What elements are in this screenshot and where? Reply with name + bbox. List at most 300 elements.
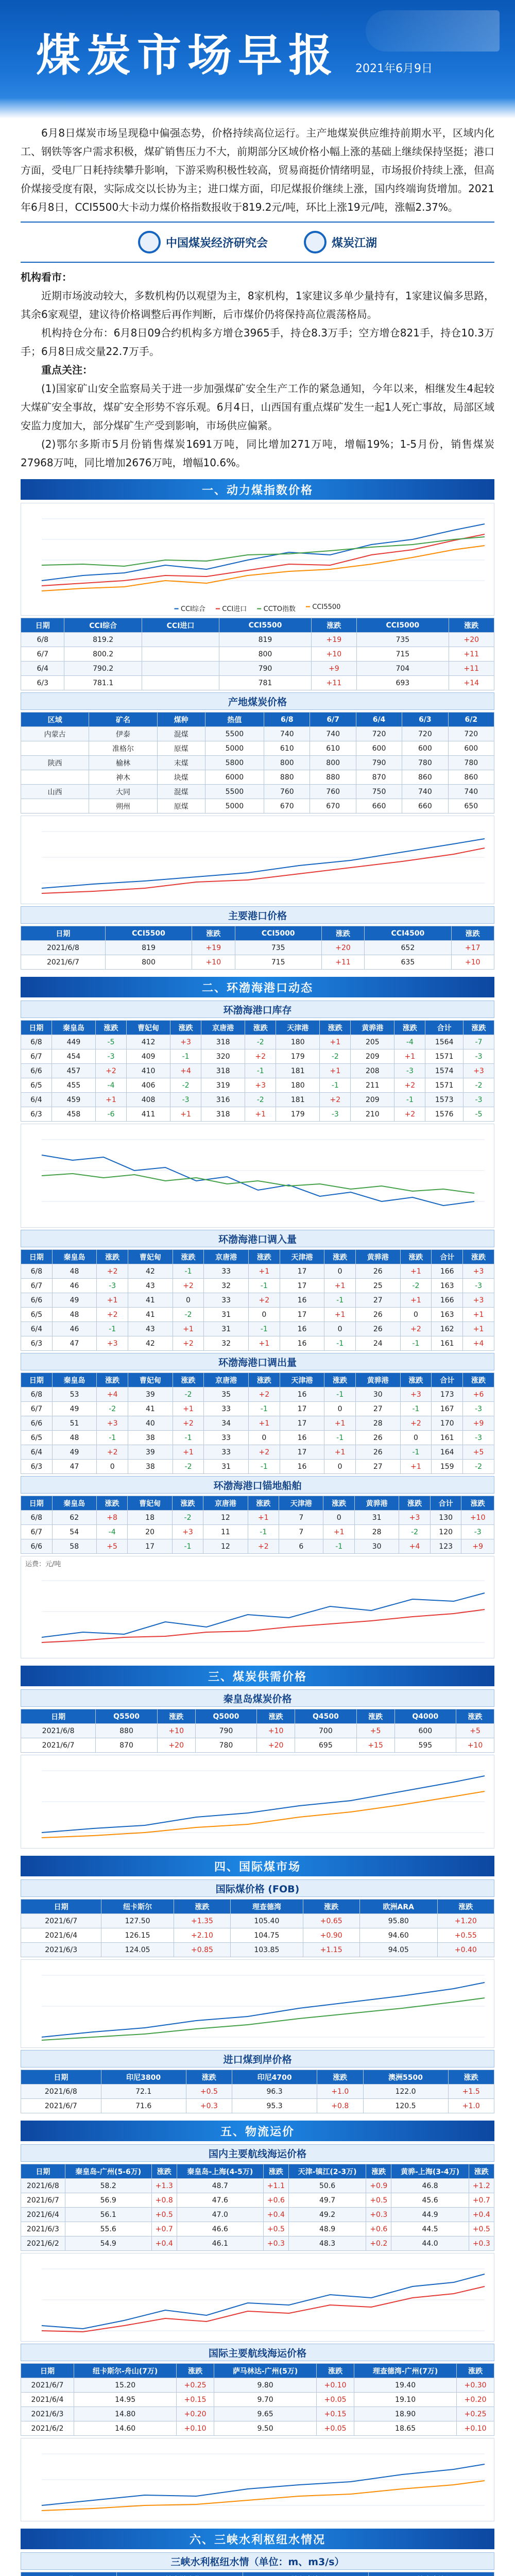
table-cell: +0.65 bbox=[303, 1914, 359, 1928]
table-cell: 51 bbox=[52, 1416, 97, 1431]
table-cell: +10 bbox=[456, 1738, 494, 1753]
table-cell: 17 bbox=[280, 1416, 324, 1431]
column-header: Q5500 bbox=[96, 1709, 158, 1724]
column-header: 秦皇岛 bbox=[52, 1496, 96, 1511]
table-row bbox=[21, 1402, 494, 1416]
column-header: CCI5000 bbox=[235, 926, 321, 941]
column-header: 涨跌 bbox=[311, 618, 356, 633]
section-index-price: 一、动力煤指数价格 bbox=[21, 479, 494, 500]
table-cell: 2021/6/4 bbox=[21, 1928, 101, 1943]
table-cell: 24 bbox=[356, 1336, 401, 1351]
table-cell: -2 bbox=[245, 1093, 276, 1107]
table-row bbox=[21, 1322, 494, 1336]
table-row bbox=[21, 633, 494, 647]
table-cell: -1 bbox=[172, 1539, 203, 1554]
column-header: 日期 bbox=[21, 2364, 74, 2378]
table-cell: 49.7 bbox=[289, 2193, 366, 2208]
table-cell: 210 bbox=[351, 1107, 394, 1122]
section-intl-cif: 进口煤到岸价格 bbox=[21, 2050, 494, 2067]
table-cell: 48.3 bbox=[289, 2236, 366, 2251]
table-cell: 原煤 bbox=[157, 799, 205, 814]
column-header: 京唐港 bbox=[203, 1496, 248, 1511]
column-header: 涨跌 bbox=[448, 2070, 494, 2084]
column-header: 澳洲5500 bbox=[363, 2070, 448, 2084]
domestic-freight-table bbox=[21, 2164, 494, 2251]
table-cell: +10 bbox=[461, 1511, 494, 1525]
table-header-row bbox=[21, 713, 494, 727]
table-cell: 409 bbox=[126, 1049, 170, 1064]
table-cell: 山西 bbox=[21, 785, 89, 799]
table-cell: +2 bbox=[97, 1445, 128, 1460]
table-row bbox=[21, 1279, 494, 1293]
table-cell: 1574 bbox=[425, 1064, 464, 1078]
table-cell: +0.3 bbox=[469, 2236, 494, 2251]
table-cell: 211 bbox=[351, 1078, 394, 1093]
table-cell: 33 bbox=[204, 1431, 249, 1445]
table-cell: 6 bbox=[279, 1539, 323, 1554]
table-cell: -2 bbox=[464, 1078, 494, 1093]
column-header: 日期 bbox=[21, 1709, 96, 1724]
section-three-gorges: 六、三峡水利枢纽水情况 bbox=[21, 2529, 494, 2549]
table-cell: 混煤 bbox=[157, 785, 205, 799]
table-cell: 166 bbox=[432, 1293, 463, 1308]
table-cell: 123 bbox=[430, 1539, 461, 1554]
column-header: 黄骅-上海(3-4万) bbox=[391, 2164, 469, 2179]
column-header: 6/2 bbox=[448, 713, 494, 727]
table-cell: +10 bbox=[311, 647, 356, 662]
table-cell: +1 bbox=[323, 1525, 355, 1539]
table-cell: 7 bbox=[279, 1525, 323, 1539]
table-cell: 33 bbox=[204, 1293, 249, 1308]
table-cell: 95.3 bbox=[232, 2099, 317, 2113]
column-header: 日期 bbox=[21, 2070, 101, 2084]
table-cell: 800 bbox=[310, 756, 356, 770]
table-cell: 163 bbox=[432, 1308, 463, 1322]
column-header: 秦皇岛-广州(5-6万) bbox=[65, 2164, 151, 2179]
table-cell: 伊泰 bbox=[89, 727, 157, 741]
table-cell: -1 bbox=[248, 1279, 280, 1293]
table-cell: 30 bbox=[356, 1387, 401, 1402]
table-cell: +1 bbox=[463, 1308, 494, 1322]
column-header: 秦皇岛 bbox=[52, 1021, 95, 1035]
table-cell: 6/7 bbox=[21, 1279, 53, 1293]
table-cell: 2021/6/7 bbox=[21, 2378, 74, 2393]
column-header: 涨跌 bbox=[177, 2364, 214, 2378]
table-cell: -3 bbox=[461, 1525, 494, 1539]
table-cell: 790 bbox=[195, 1724, 257, 1738]
table-cell: 2021/6/3 bbox=[21, 2407, 74, 2421]
table-cell: +14 bbox=[449, 676, 494, 690]
table-cell: +1 bbox=[97, 1293, 128, 1308]
table-cell: 2021/6/7 bbox=[21, 2099, 101, 2113]
table-cell: +5 bbox=[463, 1445, 494, 1460]
table-cell: 411 bbox=[126, 1107, 170, 1122]
table-cell: 5000 bbox=[205, 741, 264, 756]
table-cell: +2 bbox=[245, 1049, 276, 1064]
column-header: 日期 bbox=[21, 2164, 65, 2179]
table-cell: +0.3 bbox=[263, 2236, 288, 2251]
table-cell: 459 bbox=[52, 1093, 95, 1107]
table-cell: 6/8 bbox=[21, 1387, 53, 1402]
table-cell: +0.20 bbox=[457, 2393, 494, 2407]
table-row bbox=[21, 1738, 494, 1753]
page-title: 煤炭市场早报 bbox=[36, 30, 339, 81]
column-header: 黄骅港 bbox=[351, 1021, 394, 1035]
table-cell: 33 bbox=[204, 1264, 249, 1279]
table-cell: 127.50 bbox=[101, 1914, 174, 1928]
table-cell: +9 bbox=[311, 662, 356, 676]
table-cell: 41 bbox=[128, 1308, 173, 1322]
table-cell: 1573 bbox=[425, 1093, 464, 1107]
table-cell: +2 bbox=[394, 1107, 425, 1122]
table-cell: 6/8 bbox=[21, 1035, 52, 1049]
table-row bbox=[21, 1387, 494, 1402]
table-header-row bbox=[21, 1250, 494, 1264]
column-header: 日期 bbox=[21, 618, 64, 633]
column-header: CCI5500 bbox=[219, 618, 311, 633]
table-cell: 0 bbox=[248, 1431, 280, 1445]
table-cell: 6/7 bbox=[21, 647, 64, 662]
column-header: 纽卡斯尔-舟山(7万) bbox=[74, 2364, 177, 2378]
table-cell: +0.4 bbox=[151, 2236, 177, 2251]
column-header: CCI综合 bbox=[64, 618, 142, 633]
table-cell: 0 bbox=[324, 1402, 356, 1416]
table-cell: 47.6 bbox=[177, 2193, 263, 2208]
table-row bbox=[21, 955, 494, 970]
column-header: 黄骅港 bbox=[356, 1373, 401, 1387]
table-cell: +1 bbox=[173, 1402, 204, 1416]
table-row bbox=[21, 1460, 494, 1474]
table-row bbox=[21, 1336, 494, 1351]
table-cell: 735 bbox=[357, 633, 449, 647]
table-cell: 2021/6/7 bbox=[21, 1738, 96, 1753]
table-cell bbox=[142, 647, 219, 662]
table-cell: 6/4 bbox=[21, 1322, 53, 1336]
table-row bbox=[21, 1049, 494, 1064]
table-cell: 26 bbox=[356, 1445, 401, 1460]
bohai-ship-chart bbox=[21, 1570, 494, 1658]
table-cell: 6/6 bbox=[21, 1416, 53, 1431]
table-cell: 318 bbox=[201, 1035, 245, 1049]
table-header-row bbox=[21, 1900, 494, 1914]
table-cell: +1 bbox=[245, 1107, 276, 1122]
table-cell: 48 bbox=[52, 1308, 97, 1322]
table-cell: -1 bbox=[173, 1431, 204, 1445]
intl-freight-chart bbox=[21, 2438, 494, 2521]
table-row bbox=[21, 2421, 494, 2436]
table-cell: -1 bbox=[248, 1460, 280, 1474]
column-header: 涨跌 bbox=[317, 2364, 354, 2378]
table-cell: +1.1 bbox=[263, 2179, 288, 2193]
table-row bbox=[21, 2236, 494, 2251]
table-cell: -6 bbox=[96, 1107, 127, 1122]
table-cell: -1 bbox=[245, 1064, 276, 1078]
table-cell: +0.40 bbox=[437, 1943, 494, 1957]
table-row bbox=[21, 1914, 494, 1928]
table-cell: 800 bbox=[105, 955, 192, 970]
table-cell: +19 bbox=[311, 633, 356, 647]
table-cell: 神木 bbox=[89, 770, 157, 785]
table-cell: 819 bbox=[105, 941, 192, 955]
table-cell: -3 bbox=[463, 1279, 494, 1293]
section-bohai-ship: 环渤海港口锚地船舶 bbox=[21, 1476, 494, 1494]
report-date: 2021年6月9日 bbox=[355, 62, 433, 75]
table-cell: 17 bbox=[280, 1308, 324, 1322]
chart-intl-fob bbox=[21, 1959, 494, 2048]
table-cell: 410 bbox=[126, 1064, 170, 1078]
table-cell: 781 bbox=[219, 676, 311, 690]
table-cell: -2 bbox=[173, 1460, 204, 1474]
table-row bbox=[21, 1511, 494, 1525]
table-cell: 31 bbox=[204, 1322, 249, 1336]
column-header: 涨跌 bbox=[464, 1021, 494, 1035]
table-cell: 6/7 bbox=[21, 1525, 53, 1539]
table-cell: -1 bbox=[248, 1402, 280, 1416]
table-cell: +0.4 bbox=[469, 2208, 494, 2222]
table-cell: 39 bbox=[128, 1445, 173, 1460]
table-cell: 42 bbox=[128, 1264, 173, 1279]
table-cell: 6000 bbox=[205, 770, 264, 785]
table-row bbox=[21, 2407, 494, 2421]
table-cell: 95.80 bbox=[359, 1914, 437, 1928]
table-cell: 104.75 bbox=[231, 1928, 303, 1943]
table-cell: 6/5 bbox=[21, 1431, 53, 1445]
table-cell: +8 bbox=[96, 1511, 128, 1525]
section-bohai-in: 环渤海港口调入量 bbox=[21, 1230, 494, 1247]
table-cell: 6/8 bbox=[21, 1511, 53, 1525]
table-cell: 9.80 bbox=[214, 2378, 316, 2393]
table-cell: +1.20 bbox=[437, 1914, 494, 1928]
table-cell: -3 bbox=[463, 1431, 494, 1445]
table-cell: 2021/6/7 bbox=[21, 955, 106, 970]
column-header: 涨跌 bbox=[170, 1021, 201, 1035]
table-row bbox=[21, 2393, 494, 2407]
table-cell: 31 bbox=[204, 1460, 249, 1474]
table-cell: 635 bbox=[365, 955, 451, 970]
table-cell: 870 bbox=[356, 770, 402, 785]
table-cell: +0.2 bbox=[366, 2236, 391, 2251]
logo-ccera[interactable]: 中国煤炭经济研究会 bbox=[138, 231, 268, 253]
table-cell: +0.4 bbox=[263, 2208, 288, 2222]
table-cell: -3 bbox=[464, 1093, 494, 1107]
table-cell: 46 bbox=[52, 1322, 97, 1336]
table-cell: +0.5 bbox=[263, 2222, 288, 2236]
section-supply: 三、煤炭供需价格 bbox=[21, 1666, 494, 1686]
table-cell: 2021/6/8 bbox=[21, 2179, 65, 2193]
table-cell: -2 bbox=[400, 1279, 432, 1293]
table-cell: 715 bbox=[357, 647, 449, 662]
table-cell: 740 bbox=[402, 785, 448, 799]
table-cell: 2021/6/4 bbox=[21, 2208, 65, 2222]
table-cell: 14.95 bbox=[74, 2393, 177, 2407]
column-header: 涨跌 bbox=[463, 1373, 494, 1387]
chart-domestic-freight bbox=[21, 2253, 494, 2342]
column-header: CCI5000 bbox=[357, 618, 449, 633]
table-cell: 33 bbox=[204, 1445, 249, 1460]
table-cell: 740 bbox=[448, 785, 494, 799]
table-cell: 26 bbox=[356, 1322, 401, 1336]
section-bohai-stock: 环渤海港口库存 bbox=[21, 1001, 494, 1018]
table-cell: -2 bbox=[399, 1525, 431, 1539]
table-cell: 56.1 bbox=[65, 2208, 151, 2222]
table-cell: 54 bbox=[52, 1525, 96, 1539]
table-cell: 内蒙古 bbox=[21, 727, 89, 741]
column-header: 涨跌 bbox=[97, 1373, 128, 1387]
table-cell: 31 bbox=[355, 1511, 399, 1525]
table-row bbox=[21, 1107, 494, 1122]
port-price-table bbox=[21, 926, 494, 970]
table-cell: 408 bbox=[126, 1093, 170, 1107]
table-cell: +20 bbox=[257, 1738, 295, 1753]
column-header: 涨跌 bbox=[324, 1250, 356, 1264]
table-cell: 48.7 bbox=[177, 2179, 263, 2193]
table-cell: 49 bbox=[52, 1293, 97, 1308]
table-cell: 6/3 bbox=[21, 1336, 53, 1351]
chart-intl-freight bbox=[21, 2438, 494, 2521]
table-cell: 6/3 bbox=[21, 676, 64, 690]
table-cell: +11 bbox=[449, 647, 494, 662]
table-cell: +0.6 bbox=[263, 2193, 288, 2208]
table-cell: +0.10 bbox=[457, 2421, 494, 2436]
table-cell: 16 bbox=[280, 1336, 324, 1351]
table-cell: 720 bbox=[356, 727, 402, 741]
bohai-in-table bbox=[21, 1249, 494, 1351]
table-cell: 48 bbox=[52, 1264, 97, 1279]
table-cell: 458 bbox=[52, 1107, 95, 1122]
table-cell: 6/7 bbox=[21, 1049, 52, 1064]
table-row bbox=[21, 1416, 494, 1431]
table-cell: +0.15 bbox=[317, 2407, 354, 2421]
table-cell: 870 bbox=[96, 1738, 158, 1753]
table-cell: 15.20 bbox=[74, 2378, 177, 2393]
table-cell: 47.0 bbox=[177, 2208, 263, 2222]
table-cell: +1 bbox=[173, 1445, 204, 1460]
table-cell: 6/3 bbox=[21, 1107, 52, 1122]
table-row bbox=[21, 2222, 494, 2236]
intl-fob-table bbox=[21, 1899, 494, 1957]
column-header: 日期 bbox=[21, 1021, 52, 1035]
table-row bbox=[21, 2208, 494, 2222]
column-header: 涨跌 bbox=[394, 1021, 425, 1035]
table-cell: 6/4 bbox=[21, 1093, 52, 1107]
table-cell: +0.5 bbox=[469, 2222, 494, 2236]
table-cell: 33 bbox=[204, 1402, 249, 1416]
table-cell: +1.0 bbox=[317, 2084, 363, 2099]
table-cell: 46.8 bbox=[391, 2179, 469, 2193]
table-cell: 5500 bbox=[205, 785, 264, 799]
table-cell: 6/7 bbox=[21, 1402, 53, 1416]
table-cell: +4 bbox=[97, 1387, 128, 1402]
column-header: 涨跌 bbox=[186, 2070, 232, 2084]
table-cell: +3 bbox=[463, 1264, 494, 1279]
column-header: 合计 bbox=[432, 1373, 463, 1387]
table-cell: 318 bbox=[201, 1107, 245, 1122]
column-header: 涨跌 bbox=[157, 1709, 195, 1724]
table-cell: 5800 bbox=[205, 756, 264, 770]
table-header-row bbox=[21, 1373, 494, 1387]
table-cell: +2 bbox=[97, 1308, 128, 1322]
intl-freight-table bbox=[21, 2363, 494, 2436]
table-cell: 457 bbox=[52, 1064, 95, 1078]
table-cell: 44.0 bbox=[391, 2236, 469, 2251]
table-cell: 819 bbox=[219, 633, 311, 647]
column-header: 萨马林达-广州(5万) bbox=[214, 2364, 316, 2378]
table-cell: +3 bbox=[97, 1416, 128, 1431]
table-row bbox=[21, 2099, 494, 2113]
table-cell: 16 bbox=[280, 1293, 324, 1308]
table-cell: +3 bbox=[172, 1525, 203, 1539]
table-cell: 大同 bbox=[89, 785, 157, 799]
table-cell: 19.10 bbox=[354, 2393, 456, 2407]
table-cell: +1 bbox=[324, 1445, 356, 1460]
column-header: 天津港 bbox=[280, 1250, 324, 1264]
table-cell: 35 bbox=[204, 1387, 249, 1402]
table-cell: 6/8 bbox=[21, 633, 64, 647]
table-header-row bbox=[21, 618, 494, 633]
table-cell: 800 bbox=[264, 756, 310, 770]
column-header: 天津港 bbox=[276, 1021, 320, 1035]
table-cell: 62 bbox=[52, 1511, 96, 1525]
table-cell: 781.1 bbox=[64, 676, 142, 690]
chart-bohai-stock bbox=[21, 1124, 494, 1228]
table-cell: 46 bbox=[52, 1279, 97, 1293]
table-cell: +20 bbox=[321, 941, 364, 955]
table-cell: 610 bbox=[264, 741, 310, 756]
table-cell: 17 bbox=[280, 1445, 324, 1460]
table-cell: +0.5 bbox=[186, 2084, 232, 2099]
column-header: 印尼4700 bbox=[232, 2070, 317, 2084]
domestic-freight-chart bbox=[21, 2253, 494, 2341]
table-cell: -1 bbox=[248, 1525, 279, 1539]
section-intl-freight: 国际主要航线海运价格 bbox=[21, 2344, 494, 2361]
table-cell: +0.85 bbox=[174, 1943, 230, 1957]
table-cell: -4 bbox=[394, 1035, 425, 1049]
table-cell: 16 bbox=[280, 1431, 324, 1445]
table-cell: 880 bbox=[264, 770, 310, 785]
table-cell: +4 bbox=[170, 1064, 201, 1078]
logo-mtjh[interactable]: 煤炭江湖 bbox=[304, 231, 377, 253]
table-cell: +2.10 bbox=[174, 1928, 230, 1943]
column-header: 日期 bbox=[21, 1900, 101, 1914]
table-cell: 46.1 bbox=[177, 2236, 263, 2251]
table-cell: 2021/6/3 bbox=[21, 2222, 65, 2236]
table-row bbox=[21, 1035, 494, 1049]
table-cell bbox=[21, 799, 89, 814]
table-cell: 27 bbox=[356, 1293, 401, 1308]
table-cell: 54.9 bbox=[65, 2236, 151, 2251]
table-cell: 860 bbox=[402, 770, 448, 785]
table-cell: -2 bbox=[173, 1308, 204, 1322]
table-cell: 122.0 bbox=[363, 2084, 448, 2099]
table-cell: 26 bbox=[356, 1431, 401, 1445]
table-cell: 9.70 bbox=[214, 2393, 316, 2407]
table-cell: 740 bbox=[310, 727, 356, 741]
table-cell: 6/5 bbox=[21, 1078, 52, 1093]
table-cell: 16 bbox=[280, 1322, 324, 1336]
table-cell: +1 bbox=[463, 1322, 494, 1336]
table-cell: +0.10 bbox=[317, 2378, 354, 2393]
table-cell: -3 bbox=[394, 1064, 425, 1078]
table-cell: 126.15 bbox=[101, 1928, 174, 1943]
column-header: 曹妃甸 bbox=[128, 1373, 173, 1387]
table-cell: 1576 bbox=[425, 1107, 464, 1122]
table-cell: 6/6 bbox=[21, 1539, 53, 1554]
column-header: 涨跌 bbox=[399, 1496, 431, 1511]
origin-price-table bbox=[21, 712, 494, 814]
table-cell: 205 bbox=[351, 1035, 394, 1049]
table-cell: 44.9 bbox=[391, 2208, 469, 2222]
table-cell: 162 bbox=[432, 1322, 463, 1336]
